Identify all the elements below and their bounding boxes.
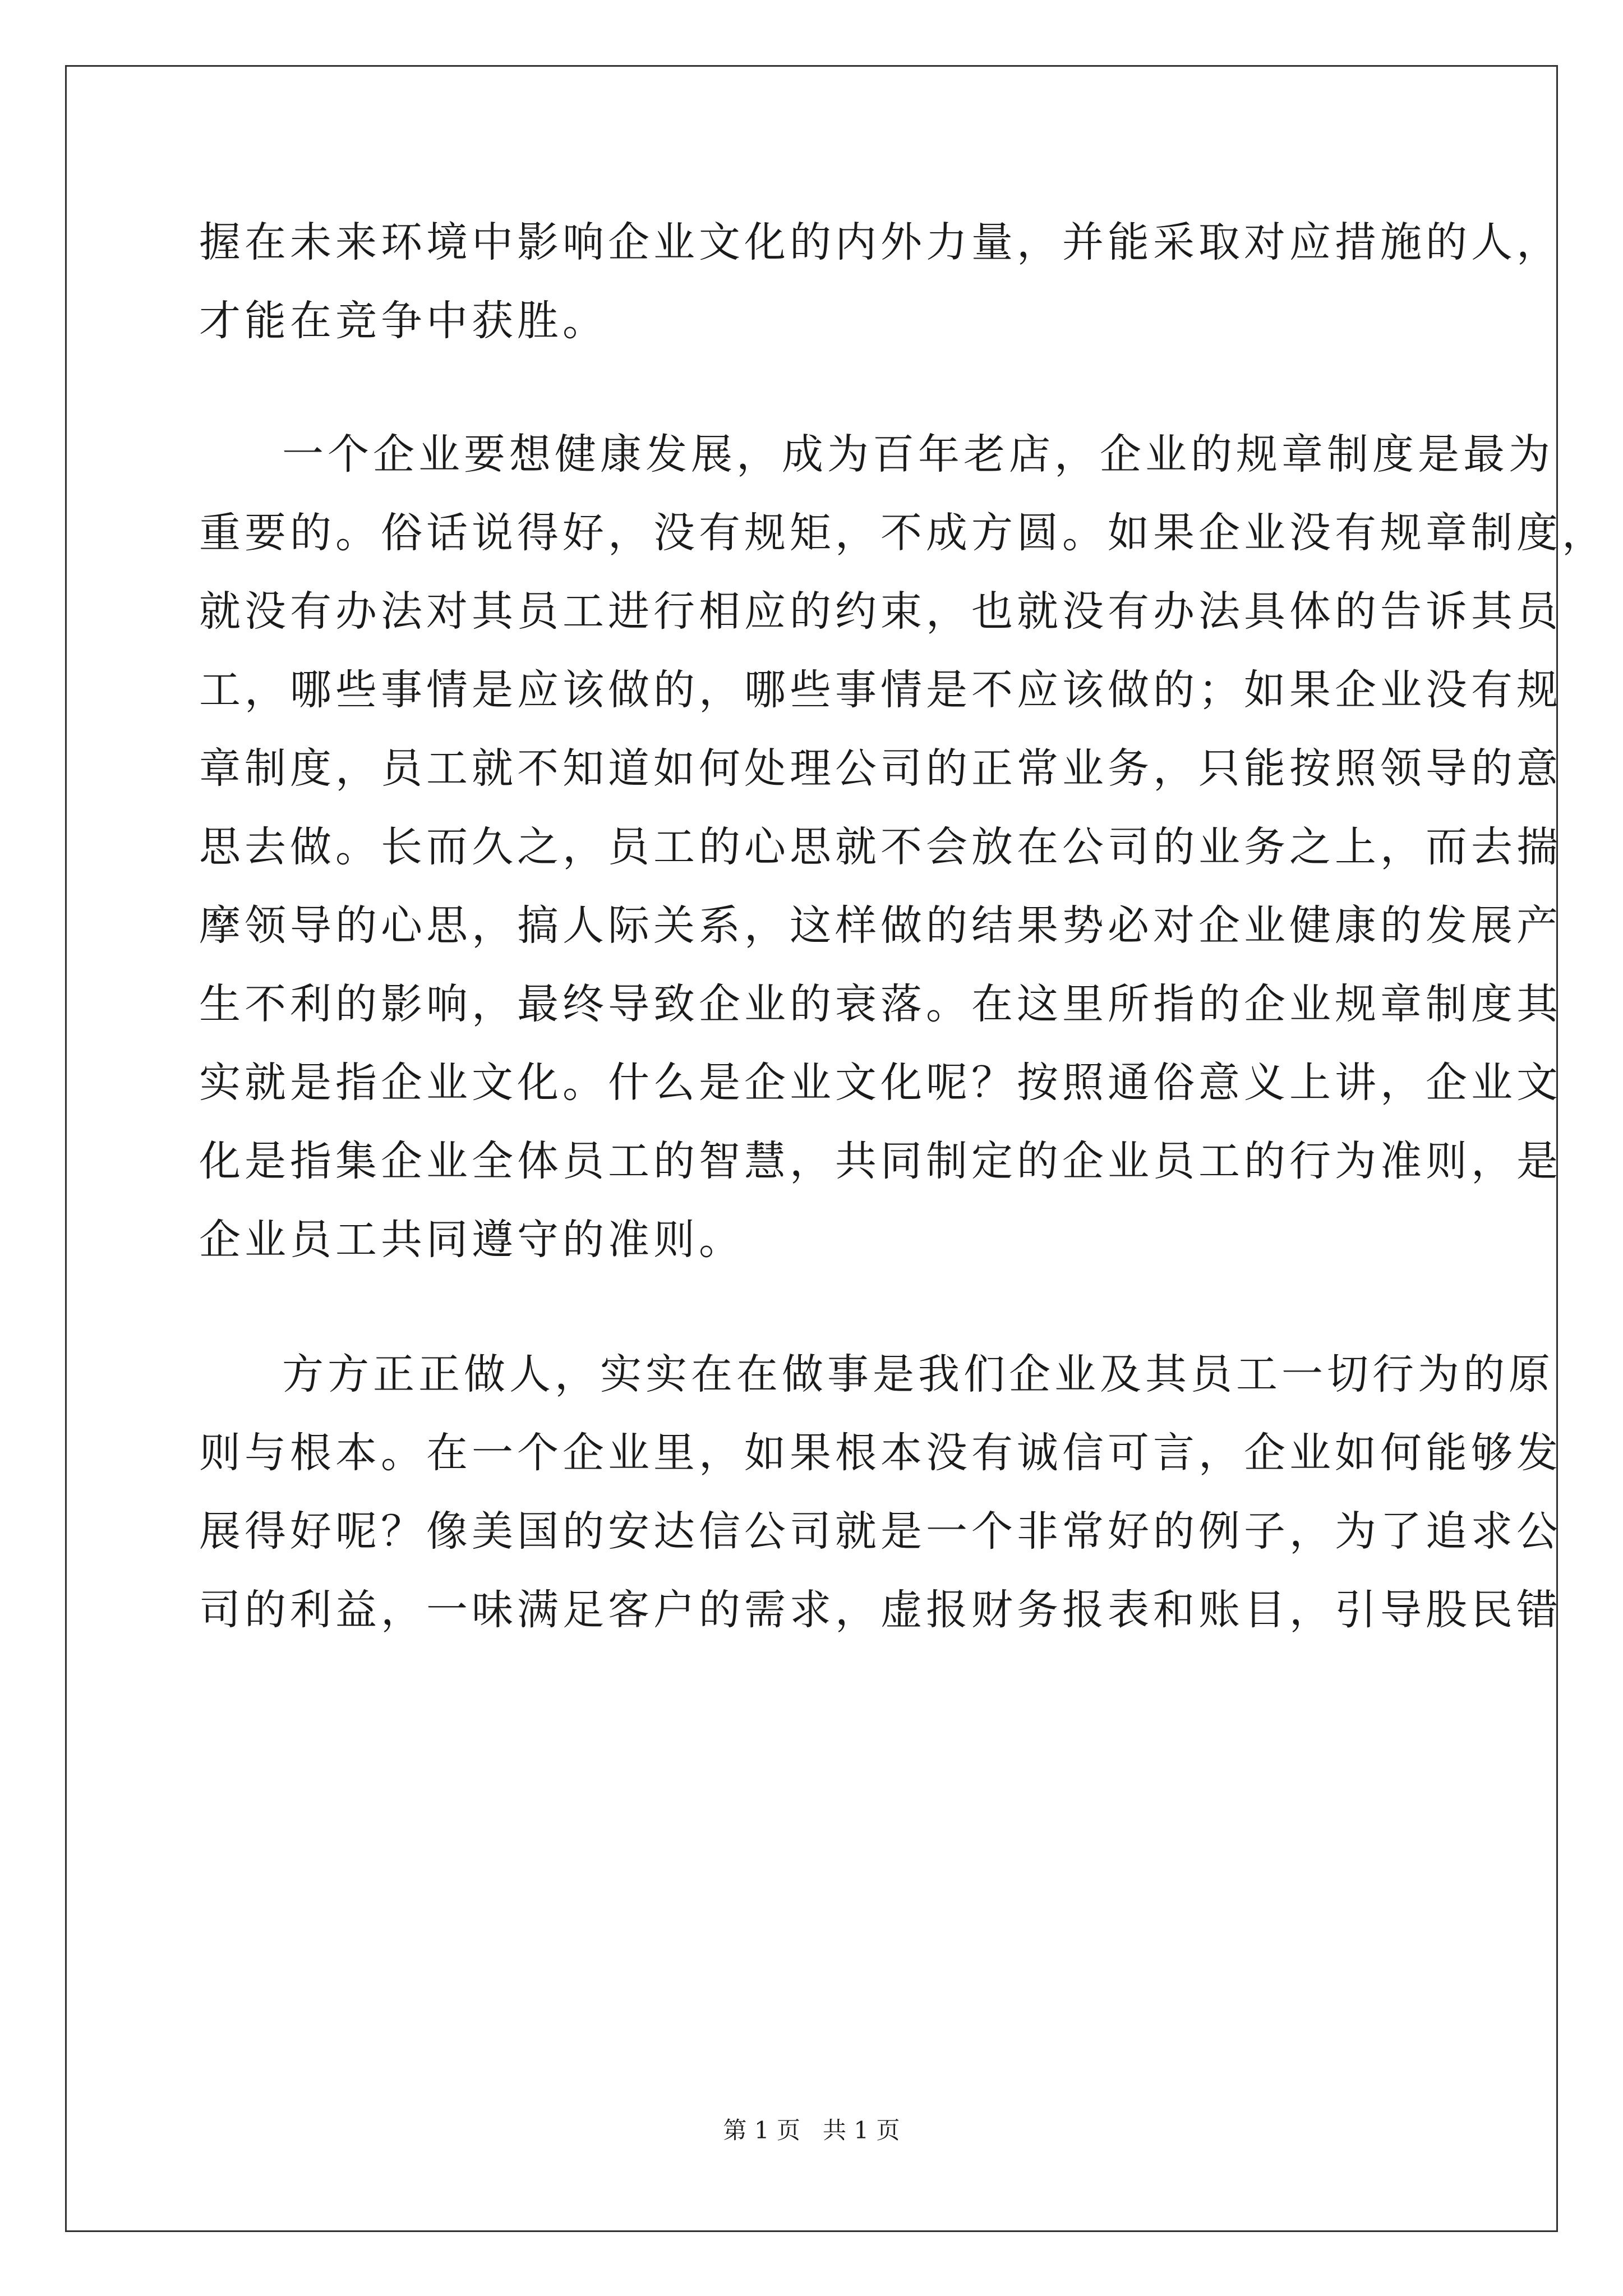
paragraph-2-line-9: 实就是指企业文化。什么是企业文化呢？按照通俗意义上讲，企业文	[199, 1059, 1562, 1107]
paragraph-3-line-2: 则与根本。在一个企业里，如果根本没有诚信可言，企业如何能够发	[199, 1429, 1562, 1477]
paragraph-2-line-5: 章制度，员工就不知道如何处理公司的正常业务，只能按照领导的意	[199, 744, 1562, 793]
page-footer: 第 1 页 共 1 页	[723, 2116, 900, 2144]
paragraph-2-line-8: 生不利的影响，最终导致企业的衰落。在这里所指的企业规章制度其	[199, 980, 1562, 1028]
paragraph-1-line-2: 才能在竞争中获胜。	[199, 297, 608, 345]
paragraph-2-line-10: 化是指集企业全体员工的智慧，共同制定的企业员工的行为准则，是	[199, 1137, 1562, 1185]
paragraph-1-line-1: 握在未来环境中影响企业文化的内外力量，并能采取对应措施的人，	[199, 218, 1562, 266]
paragraph-2-line-7: 摩领导的心思，搞人际关系，这样做的结果势必对企业健康的发展产	[199, 901, 1562, 950]
paragraph-2-line-11: 企业员工共同遵守的准则。	[199, 1216, 744, 1264]
paragraph-3-line-4: 司的利益，一味满足客户的需求，虚报财务报表和账目，引导股民错	[199, 1586, 1562, 1634]
paragraph-2-line-4: 工，哪些事情是应该做的，哪些事情是不应该做的；如果企业没有规	[199, 666, 1562, 714]
paragraph-3-line-3: 展得好呢？像美国的安达信公司就是一个非常好的例子，为了追求公	[199, 1507, 1562, 1556]
paragraph-2-line-1: 一个企业要想健康发展，成为百年老店，企业的规章制度是最为	[282, 430, 1554, 478]
paragraph-2-line-3: 就没有办法对其员工进行相应的约束，也就没有办法具体的告诉其员	[199, 587, 1562, 636]
paragraph-2-line-2: 重要的。俗话说得好，没有规矩，不成方圆。如果企业没有规章制度，	[199, 509, 1607, 557]
paragraph-3-line-1: 方方正正做人，实实在在做事是我们企业及其员工一切行为的原	[282, 1350, 1554, 1398]
paragraph-2-line-6: 思去做。长而久之，员工的心思就不会放在公司的业务之上，而去揣	[199, 823, 1562, 871]
